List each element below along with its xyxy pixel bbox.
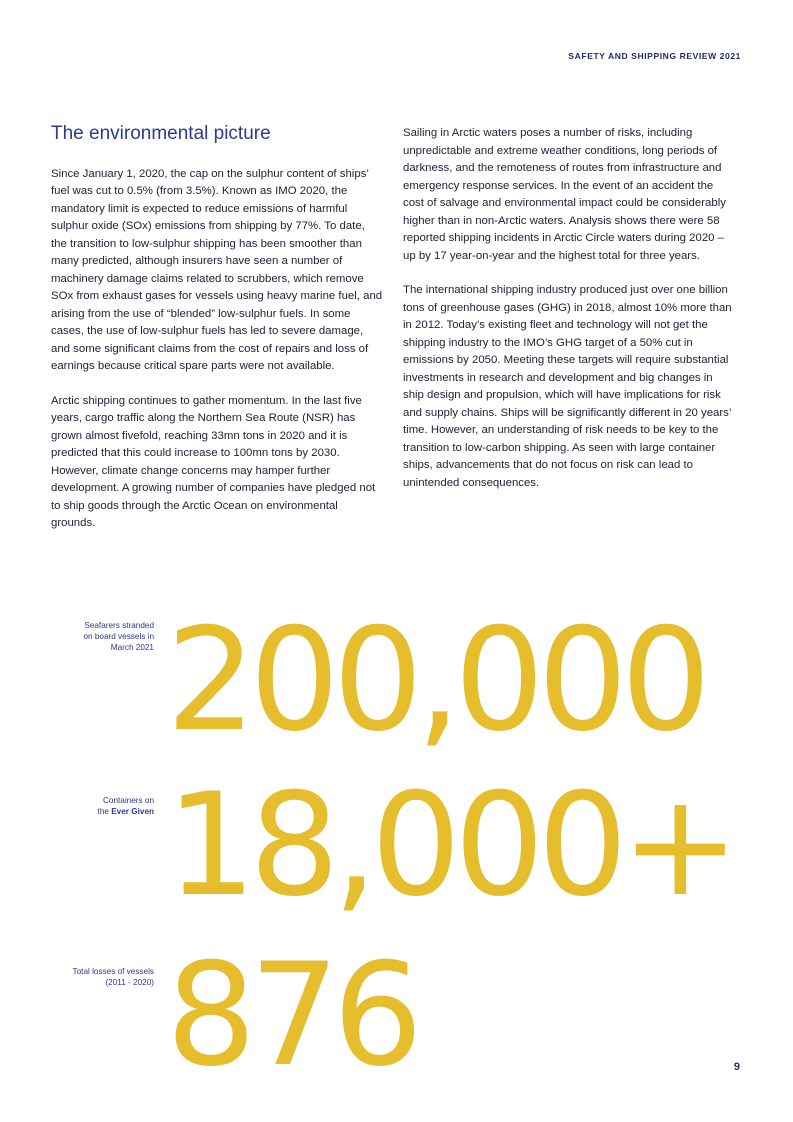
stat-label-prefix: the [97,807,112,816]
stat-label-line: on board vessels in [83,632,154,641]
stat-label-line: Containers on [103,796,154,805]
stat-label-line: Total losses of vessels [72,967,154,976]
stat-label-line: Seafarers stranded [84,621,154,630]
stat-label-line: March 2021 [110,643,154,652]
body-paragraph: Since January 1, 2020, the cap on the sulphur content of ships’ fuel was cut to 0.5% (from 3.5%). Known as IMO 2020, the mandatory limit is expected to reduce emissions of harmful sulphur oxide (SOx) emissions from shipping by 77%. To date, the transition to low-sulphur shipping has been smoother than many predicted, although insurers have seen a number of machinery damage claims related to scrubbers, which remove SOx from exhaust gases for vessels using heavy marine fuel, and arising from the use of “blended” low-sulphur fuels. In some cases, the use of low-sulphur fuels has led to severe damage, and some significant claims from the cost of repairs and loss of earnings because critical spare parts were not available. [51,167,383,373]
running-header: SAFETY AND SHIPPING REVIEW 2021 [568,51,741,61]
stat-label-ever-given-containers [34,795,154,817]
stat-label-stranded-seafarers [34,620,154,653]
stat-value-total-losses: 876 [166,933,417,1098]
body-paragraph: Arctic shipping continues to gather momentum. In the last five years, cargo traffic along the Northern Sea Route (NSR) has grown almost fivefold, reaching 33mn tons in 2020 and it is predicted that this could increase to 100mn tons by 2030. However, climate change concerns may hamper further development. A growing number of companies have pledged not to ship goods through the Arctic Ocean on environmental grounds. [51,394,376,530]
stat-value-ever-given-containers: 18,000+ [166,763,733,928]
stat-label-line: (2011 - 2020) [105,978,154,987]
section-heading: The environmental picture [51,123,271,144]
stat-label-ship-name: Ever Given [111,807,154,816]
stat-value-stranded-seafarers: 200,000 [166,598,705,763]
body-paragraph: The international shipping industry produced just over one billion tons of greenhouse gases (GHG) in 2018, almost 10% more than in 2012. Today’s existing fleet and technology will not get the shipping industry to the IMO’s GHG target of a 50% cut in emissions by 2050. Meeting these targets will require substantial investments in research and development and big changes in ship design and propulsion, which will have implications for risk and supply chains. Ships will be significantly different in 20 years’ time. However, an understanding of risk needs to be key to the transition to low-carbon shipping. As seen with large container ships, advancements that do not focus on risk can lead to unintended consequences. [403,284,732,489]
stat-label-line [34,806,154,817]
page-number: 9 [733,1061,740,1073]
right-column [403,125,735,509]
stat-label-total-losses [34,966,154,988]
body-paragraph: Sailing in Arctic waters poses a number of risks, including unpredictable and extreme weather conditions, long periods of darkness, and the remoteness of routes from infrastructure and emergency response services. In the event of an accident the cost of salvage and environmental impact could be considerably higher than in non-Arctic waters. Analysis shows there were 58 reported shipping incidents in Arctic Circle waters during 2020 – up by 17 year-on-year and the highest total for three years. [403,127,726,262]
left-column [51,123,383,550]
